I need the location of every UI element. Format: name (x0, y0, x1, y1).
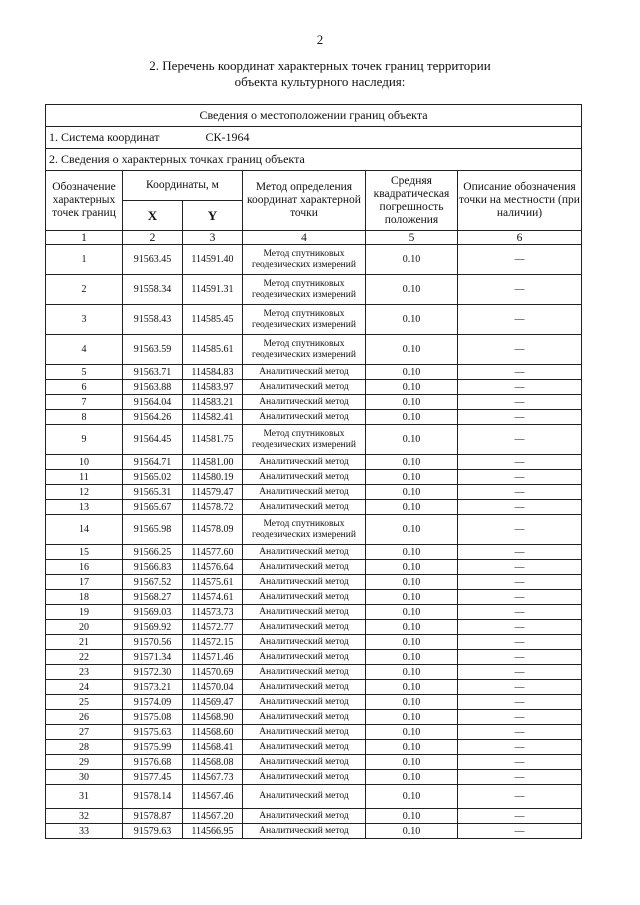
description-cell: — (458, 425, 582, 455)
x-coordinate-cell: 91570.56 (123, 635, 183, 650)
x-coordinate-cell: 91579.63 (123, 824, 183, 839)
table-row (46, 545, 582, 560)
point-number-cell: 32 (46, 809, 123, 824)
method-cell: Аналитический метод (243, 590, 366, 605)
table-row (46, 785, 582, 809)
point-number-cell: 33 (46, 824, 123, 839)
point-number-cell: 10 (46, 455, 123, 470)
y-coordinate-cell: 114581.00 (183, 455, 243, 470)
description-cell: — (458, 455, 582, 470)
point-number-cell: 26 (46, 710, 123, 725)
error-cell: 0.10 (366, 275, 458, 305)
y-coordinate-cell: 114583.21 (183, 395, 243, 410)
method-cell: Аналитический метод (243, 665, 366, 680)
table-row (46, 485, 582, 500)
y-coordinate-cell: 114570.04 (183, 680, 243, 695)
point-number-cell: 27 (46, 725, 123, 740)
description-cell: — (458, 380, 582, 395)
method-cell: Аналитический метод (243, 725, 366, 740)
method-cell: Аналитический метод (243, 695, 366, 710)
method-cell: Метод спутниковых геодезических измерений (243, 425, 366, 455)
point-number-cell: 19 (46, 605, 123, 620)
method-cell: Аналитический метод (243, 485, 366, 500)
table-row (46, 410, 582, 425)
header-y: Y (183, 201, 243, 231)
point-number-cell: 13 (46, 500, 123, 515)
header-coordinates: Координаты, м (123, 171, 243, 201)
error-cell: 0.10 (366, 470, 458, 485)
method-cell: Аналитический метод (243, 635, 366, 650)
y-coordinate-cell: 114574.61 (183, 590, 243, 605)
error-cell: 0.10 (366, 740, 458, 755)
table-row (46, 770, 582, 785)
x-coordinate-cell: 91564.45 (123, 425, 183, 455)
method-cell: Метод спутниковых геодезических измерений (243, 275, 366, 305)
table-row (46, 680, 582, 695)
point-number-cell: 7 (46, 395, 123, 410)
header-x: X (123, 201, 183, 231)
point-number-cell: 28 (46, 740, 123, 755)
point-number-cell: 20 (46, 620, 123, 635)
points-section-row (46, 149, 582, 171)
error-cell: 0.10 (366, 425, 458, 455)
description-cell: — (458, 485, 582, 500)
error-cell: 0.10 (366, 785, 458, 809)
point-number-cell: 9 (46, 425, 123, 455)
table-row (46, 824, 582, 839)
y-coordinate-cell: 114572.15 (183, 635, 243, 650)
x-coordinate-cell: 91575.08 (123, 710, 183, 725)
y-coordinate-cell: 114591.40 (183, 245, 243, 275)
description-cell: — (458, 635, 582, 650)
x-coordinate-cell: 91558.43 (123, 305, 183, 335)
coord-system-label: 1. Система координат (49, 130, 160, 144)
section-title-row (46, 105, 582, 127)
column-number: 6 (458, 231, 582, 245)
description-cell: — (458, 470, 582, 485)
description-cell: — (458, 695, 582, 710)
error-cell: 0.10 (366, 809, 458, 824)
point-number-cell: 22 (46, 650, 123, 665)
x-coordinate-cell: 91575.99 (123, 740, 183, 755)
description-cell: — (458, 245, 582, 275)
description-cell: — (458, 809, 582, 824)
description-cell: — (458, 365, 582, 380)
method-cell: Аналитический метод (243, 680, 366, 695)
y-coordinate-cell: 114584.83 (183, 365, 243, 380)
point-number-cell: 12 (46, 485, 123, 500)
column-number: 2 (123, 231, 183, 245)
table-row (46, 725, 582, 740)
x-coordinate-cell: 91572.30 (123, 665, 183, 680)
method-cell: Аналитический метод (243, 410, 366, 425)
method-cell: Аналитический метод (243, 560, 366, 575)
description-cell: — (458, 605, 582, 620)
error-cell: 0.10 (366, 245, 458, 275)
header-error: Средняя квадратическая погрешность положения (366, 171, 458, 231)
x-coordinate-cell: 91563.88 (123, 380, 183, 395)
table-row (46, 455, 582, 470)
error-cell: 0.10 (366, 545, 458, 560)
header-row-1 (46, 171, 582, 201)
y-coordinate-cell: 114583.97 (183, 380, 243, 395)
error-cell: 0.10 (366, 365, 458, 380)
point-number-cell: 11 (46, 470, 123, 485)
error-cell: 0.10 (366, 395, 458, 410)
description-cell: — (458, 740, 582, 755)
page-number: 2 (316, 32, 324, 47)
x-coordinate-cell: 91578.87 (123, 809, 183, 824)
error-cell: 0.10 (366, 575, 458, 590)
x-coordinate-cell: 91574.09 (123, 695, 183, 710)
error-cell: 0.10 (366, 725, 458, 740)
table-row (46, 245, 582, 275)
table-row (46, 560, 582, 575)
error-cell: 0.10 (366, 560, 458, 575)
column-number: 3 (183, 231, 243, 245)
point-number-cell: 2 (46, 275, 123, 305)
description-cell: — (458, 725, 582, 740)
method-cell: Аналитический метод (243, 740, 366, 755)
column-number: 1 (46, 231, 123, 245)
method-cell: Аналитический метод (243, 755, 366, 770)
column-number: 4 (243, 231, 366, 245)
method-cell: Аналитический метод (243, 380, 366, 395)
point-number-cell: 21 (46, 635, 123, 650)
header-description: Описание обозначения точки на местности (при наличии) (458, 171, 582, 231)
method-cell: Аналитический метод (243, 470, 366, 485)
description-cell: — (458, 395, 582, 410)
method-cell: Метод спутниковых геодезических измерений (243, 245, 366, 275)
point-number-cell: 25 (46, 695, 123, 710)
error-cell: 0.10 (366, 680, 458, 695)
y-coordinate-cell: 114576.64 (183, 560, 243, 575)
table-row (46, 275, 582, 305)
point-number-cell: 5 (46, 365, 123, 380)
y-coordinate-cell: 114571.46 (183, 650, 243, 665)
error-cell: 0.10 (366, 455, 458, 470)
description-cell: — (458, 710, 582, 725)
y-coordinate-cell: 114579.47 (183, 485, 243, 500)
point-number-cell: 4 (46, 335, 123, 365)
y-coordinate-cell: 114578.09 (183, 515, 243, 545)
x-coordinate-cell: 91571.34 (123, 650, 183, 665)
method-cell: Метод спутниковых геодезических измерений (243, 335, 366, 365)
error-cell: 0.10 (366, 590, 458, 605)
table-row (46, 380, 582, 395)
error-cell: 0.10 (366, 620, 458, 635)
error-cell: 0.10 (366, 770, 458, 785)
point-number-cell: 1 (46, 245, 123, 275)
description-cell: — (458, 410, 582, 425)
x-coordinate-cell: 91569.03 (123, 605, 183, 620)
x-coordinate-cell: 91566.83 (123, 560, 183, 575)
error-cell: 0.10 (366, 485, 458, 500)
point-number-cell: 23 (46, 665, 123, 680)
description-cell: — (458, 785, 582, 809)
error-cell: 0.10 (366, 650, 458, 665)
description-cell: — (458, 305, 582, 335)
x-coordinate-cell: 91558.34 (123, 275, 183, 305)
x-coordinate-cell: 91568.27 (123, 590, 183, 605)
y-coordinate-cell: 114566.95 (183, 824, 243, 839)
method-cell: Аналитический метод (243, 824, 366, 839)
table-row (46, 620, 582, 635)
y-coordinate-cell: 114582.41 (183, 410, 243, 425)
error-cell: 0.10 (366, 635, 458, 650)
table-row (46, 365, 582, 380)
x-coordinate-cell: 91565.02 (123, 470, 183, 485)
point-number-cell: 18 (46, 590, 123, 605)
table-row (46, 575, 582, 590)
y-coordinate-cell: 114585.45 (183, 305, 243, 335)
method-cell: Аналитический метод (243, 809, 366, 824)
point-number-cell: 15 (46, 545, 123, 560)
coord-system-value: СК-1964 (205, 130, 250, 144)
method-cell: Аналитический метод (243, 605, 366, 620)
error-cell: 0.10 (366, 335, 458, 365)
table-row (46, 395, 582, 410)
x-coordinate-cell: 91563.71 (123, 365, 183, 380)
y-coordinate-cell: 114568.41 (183, 740, 243, 755)
error-cell: 0.10 (366, 710, 458, 725)
description-cell: — (458, 275, 582, 305)
y-coordinate-cell: 114568.60 (183, 725, 243, 740)
error-cell: 0.10 (366, 380, 458, 395)
x-coordinate-cell: 91565.31 (123, 485, 183, 500)
y-coordinate-cell: 114573.73 (183, 605, 243, 620)
coord-system-row (46, 127, 582, 149)
point-number-cell: 14 (46, 515, 123, 545)
method-cell: Аналитический метод (243, 365, 366, 380)
x-coordinate-cell: 91573.21 (123, 680, 183, 695)
x-coordinate-cell: 91564.04 (123, 395, 183, 410)
x-coordinate-cell: 91565.67 (123, 500, 183, 515)
y-coordinate-cell: 114585.61 (183, 335, 243, 365)
error-cell: 0.10 (366, 695, 458, 710)
error-cell: 0.10 (366, 824, 458, 839)
x-coordinate-cell: 91575.63 (123, 725, 183, 740)
table-row (46, 335, 582, 365)
description-cell: — (458, 590, 582, 605)
y-coordinate-cell: 114580.19 (183, 470, 243, 485)
error-cell: 0.10 (366, 755, 458, 770)
section-title: Сведения о местоположении границ объекта (46, 105, 582, 127)
description-cell: — (458, 335, 582, 365)
y-coordinate-cell: 114577.60 (183, 545, 243, 560)
y-coordinate-cell: 114568.90 (183, 710, 243, 725)
point-number-cell: 8 (46, 410, 123, 425)
description-cell: — (458, 824, 582, 839)
x-coordinate-cell: 91577.45 (123, 770, 183, 785)
method-cell: Аналитический метод (243, 620, 366, 635)
y-coordinate-cell: 114572.77 (183, 620, 243, 635)
x-coordinate-cell: 91563.59 (123, 335, 183, 365)
point-number-cell: 30 (46, 770, 123, 785)
table-row (46, 500, 582, 515)
x-coordinate-cell: 91576.68 (123, 755, 183, 770)
method-cell: Аналитический метод (243, 575, 366, 590)
table-row (46, 635, 582, 650)
description-cell: — (458, 650, 582, 665)
x-coordinate-cell: 91563.45 (123, 245, 183, 275)
point-number-cell: 3 (46, 305, 123, 335)
x-coordinate-cell: 91564.26 (123, 410, 183, 425)
table-row (46, 755, 582, 770)
point-number-cell: 29 (46, 755, 123, 770)
table-row (46, 470, 582, 485)
column-number: 5 (366, 231, 458, 245)
method-cell: Аналитический метод (243, 710, 366, 725)
error-cell: 0.10 (366, 605, 458, 620)
title-line-2: объекта культурного наследия: (234, 74, 406, 89)
x-coordinate-cell: 91578.14 (123, 785, 183, 809)
point-number-cell: 31 (46, 785, 123, 809)
document-title (60, 58, 580, 90)
x-coordinate-cell: 91569.92 (123, 620, 183, 635)
y-coordinate-cell: 114575.61 (183, 575, 243, 590)
table-row (46, 515, 582, 545)
error-cell: 0.10 (366, 665, 458, 680)
description-cell: — (458, 515, 582, 545)
method-cell: Метод спутниковых геодезических измерений (243, 305, 366, 335)
description-cell: — (458, 680, 582, 695)
table-row (46, 809, 582, 824)
header-designation: Обозначение характерных точек границ (46, 171, 123, 231)
y-coordinate-cell: 114567.20 (183, 809, 243, 824)
error-cell: 0.10 (366, 515, 458, 545)
description-cell: — (458, 500, 582, 515)
point-number-cell: 6 (46, 380, 123, 395)
table-row (46, 425, 582, 455)
y-coordinate-cell: 114581.75 (183, 425, 243, 455)
method-cell: Аналитический метод (243, 395, 366, 410)
description-cell: — (458, 755, 582, 770)
coordinates-table (45, 104, 582, 839)
description-cell: — (458, 665, 582, 680)
error-cell: 0.10 (366, 410, 458, 425)
method-cell: Аналитический метод (243, 650, 366, 665)
error-cell: 0.10 (366, 305, 458, 335)
y-coordinate-cell: 114578.72 (183, 500, 243, 515)
point-number-cell: 24 (46, 680, 123, 695)
x-coordinate-cell: 91565.98 (123, 515, 183, 545)
table-row (46, 695, 582, 710)
title-line-1: 2. Перечень координат характерных точек границ территории (149, 58, 491, 73)
table-row (46, 665, 582, 680)
description-cell: — (458, 620, 582, 635)
table-row (46, 605, 582, 620)
description-cell: — (458, 545, 582, 560)
table-row (46, 710, 582, 725)
x-coordinate-cell: 91566.25 (123, 545, 183, 560)
method-cell: Метод спутниковых геодезических измерений (243, 515, 366, 545)
method-cell: Аналитический метод (243, 785, 366, 809)
y-coordinate-cell: 114570.69 (183, 665, 243, 680)
description-cell: — (458, 575, 582, 590)
method-cell: Аналитический метод (243, 500, 366, 515)
table-row (46, 650, 582, 665)
header-method: Метод определения координат характерной точки (243, 171, 366, 231)
table-row (46, 590, 582, 605)
description-cell: — (458, 560, 582, 575)
table-row (46, 740, 582, 755)
coord-system-cell (46, 127, 582, 149)
y-coordinate-cell: 114567.46 (183, 785, 243, 809)
error-cell: 0.10 (366, 500, 458, 515)
x-coordinate-cell: 91567.52 (123, 575, 183, 590)
method-cell: Аналитический метод (243, 770, 366, 785)
y-coordinate-cell: 114569.47 (183, 695, 243, 710)
y-coordinate-cell: 114567.73 (183, 770, 243, 785)
method-cell: Аналитический метод (243, 455, 366, 470)
method-cell: Аналитический метод (243, 545, 366, 560)
y-coordinate-cell: 114591.31 (183, 275, 243, 305)
point-number-cell: 17 (46, 575, 123, 590)
table-row (46, 305, 582, 335)
points-section-label: 2. Сведения о характерных точках границ объекта (46, 149, 582, 171)
x-coordinate-cell: 91564.71 (123, 455, 183, 470)
point-number-cell: 16 (46, 560, 123, 575)
description-cell: — (458, 770, 582, 785)
column-numbers-row (46, 231, 582, 245)
y-coordinate-cell: 114568.08 (183, 755, 243, 770)
